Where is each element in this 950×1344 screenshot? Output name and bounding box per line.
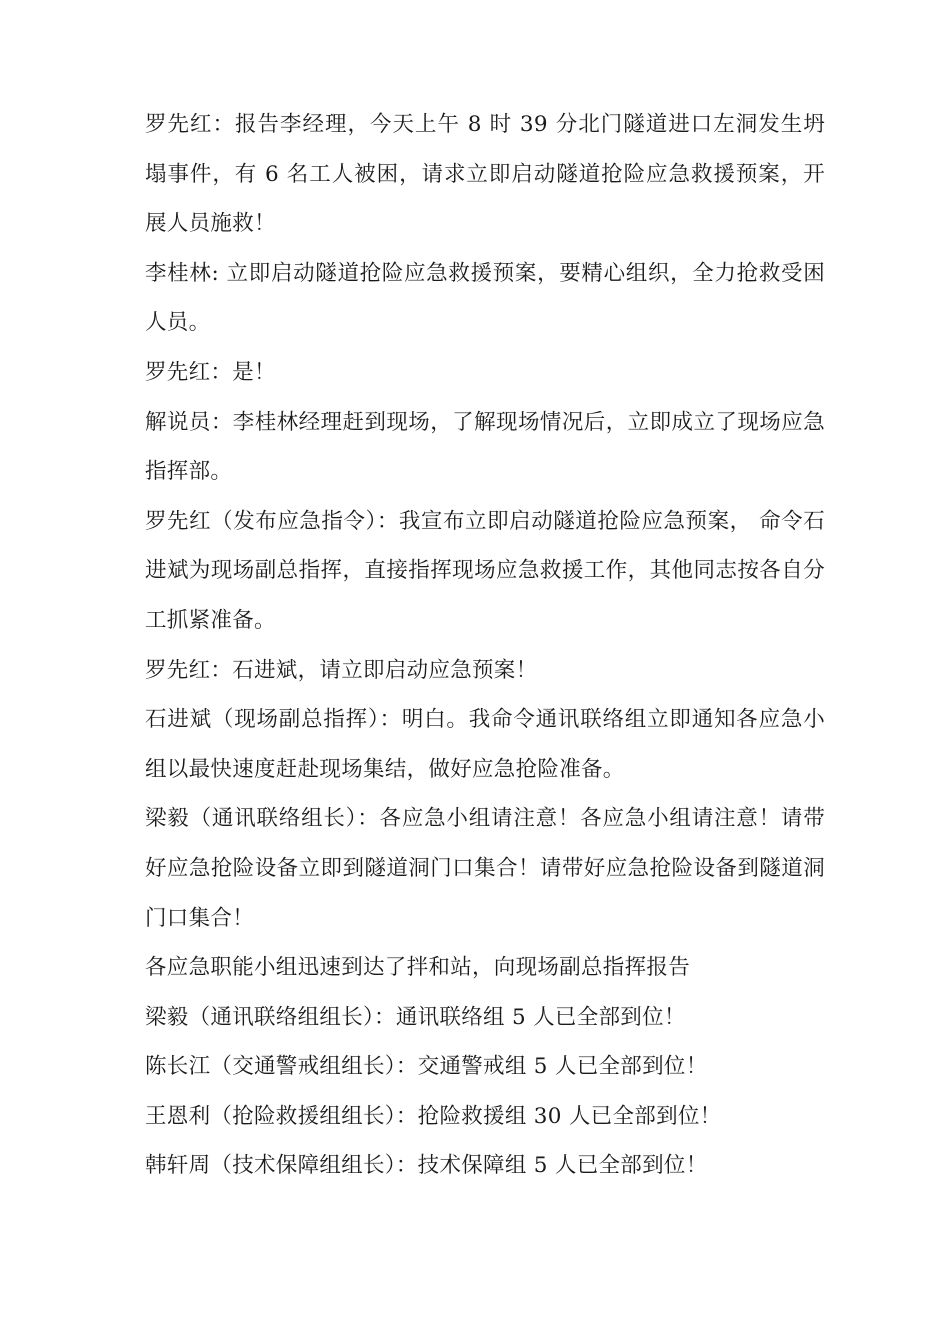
report-paragraph-technical: 韩轩周（技术保障组组长）：技术保障组 5 人已全部到位！ (145, 1153, 708, 1179)
dialogue-paragraph-2: 李桂林: 立即启动隧道抢险应急救援预案，要精心组织，全力抢救受困人员。 (145, 260, 825, 336)
report-paragraph-traffic: 陈长江（交通警戒组组长）：交通警戒组 5 人已全部到位！ (145, 1054, 708, 1080)
document-body (145, 100, 825, 1191)
dialogue-paragraph-3: 罗先红：是！ (145, 359, 276, 385)
dialogue-paragraph-5: 罗先红（发布应急指令）：我宣布立即启动隧道抢险应急预案， 命令石进斌为现场副总指挥，直接指挥现场应急救援工作，其他同志按各自分工抓紧准备。 (145, 508, 825, 633)
stage-direction-paragraph: 各应急职能小组迅速到达了拌和站，向现场副总指挥报告 (145, 955, 691, 981)
report-paragraph-communications: 梁毅（通讯联络组组长）：通讯联络组 5 人已全部到位！ (145, 1004, 686, 1030)
dialogue-paragraph-6: 罗先红：石进斌，请立即启动应急预案！ (145, 657, 538, 683)
dialogue-paragraph-1: 罗先红：报告李经理，今天上午 8 时 39 分北门隧道进口左洞发生坍塌事件，有 6 名工人被困，请求立即启动隧道抢险应急救援预案，开展人员施救！ (145, 112, 825, 237)
dialogue-paragraph-8: 梁毅（通讯联络组长）：各应急小组请注意！各应急小组请注意！请带好应急抢险设备立即到隧道洞门口集合！请带好应急抢险设备到隧道洞门口集合！ (145, 806, 825, 931)
dialogue-paragraph-7: 石进斌（现场副总指挥）：明白。我命令通讯联络组立即通知各应急小组以最快速度赶赴现场集结，做好应急抢险准备。 (145, 707, 825, 782)
narration-paragraph: 解说员：李桂林经理赶到现场，了解现场情况后，立即成立了现场应急指挥部。 (145, 409, 825, 485)
report-paragraph-rescue: 王恩利（抢险救援组组长）：抢险救援组 30 人已全部到位！ (145, 1103, 722, 1129)
